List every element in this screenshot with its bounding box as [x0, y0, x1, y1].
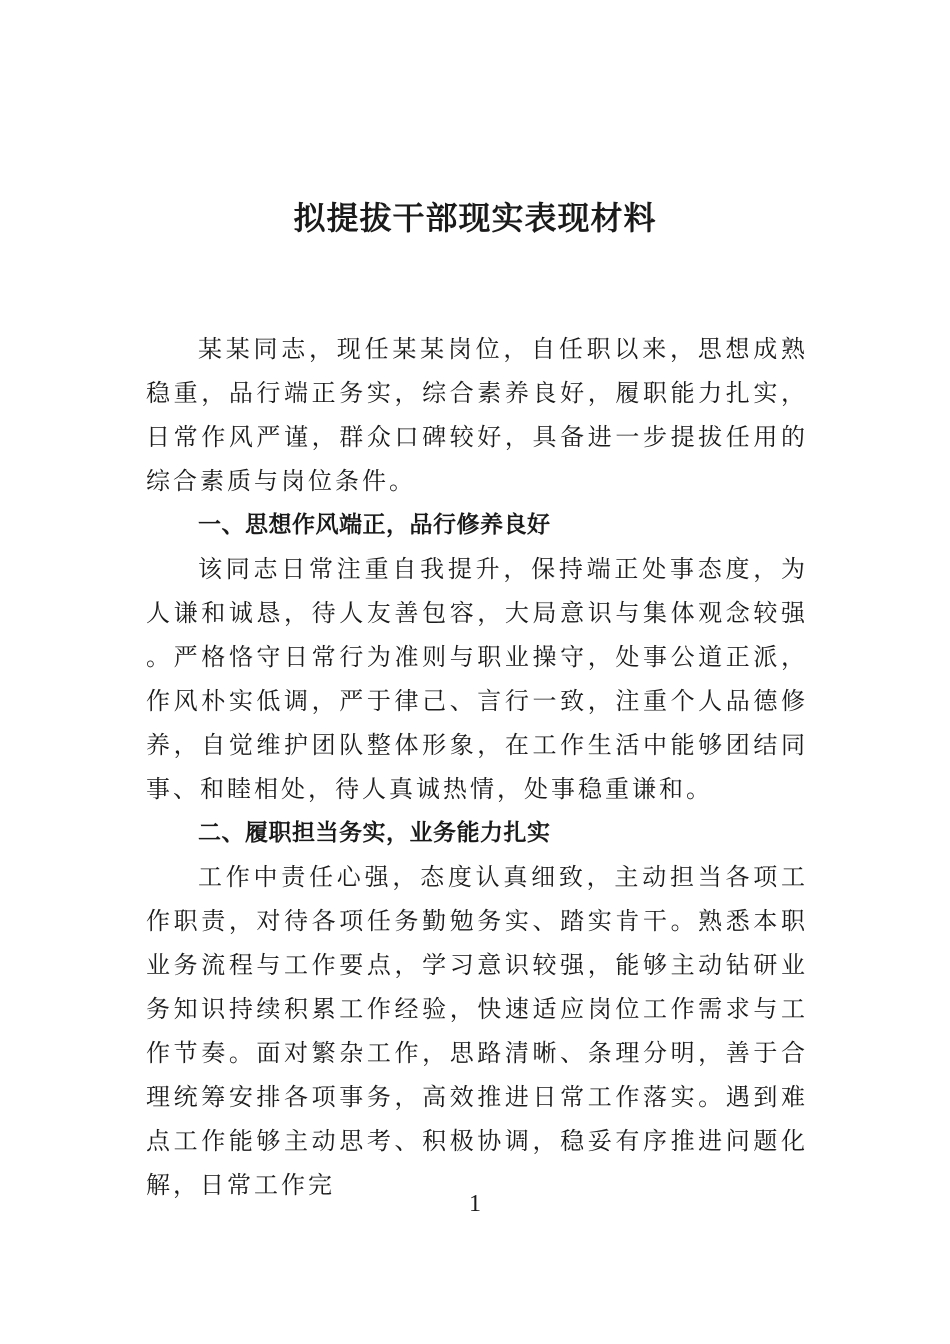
- section-paragraph-1: 该同志日常注重自我提升，保持端正处事态度，为人谦和诚恳，待人友善包容，大局意识与集体观念较强。严格恪守日常行为准则与职业操守，处事公道正派，作风朴实低调，严于律己、言行一致，注重个人品德修养，自觉维护团队整体形象，在工作生活中能够团结同事、和睦相处，待人真诚热情，处事稳重谦和。: [146, 555, 808, 803]
- section-heading-2: 二、履职担当务实，业务能力扎实: [198, 820, 551, 846]
- section-heading-1: 一、思想作风端正，品行修养良好: [198, 512, 551, 538]
- section-paragraph-2: 工作中责任心强，态度认真细致，主动担当各项工作职责，对待各项任务勤勉务实、踏实肯干。熟悉本职业务流程与工作要点，学习意识较强，能够主动钻研业务知识持续积累工作经验，快速适应岗位工作需求与工作节奏。面对繁杂工作，思路清晰、条理分明，善于合理统筹安排各项事务，高效推进日常工作落实。遇到难点工作能够主动思考、积极协调，稳妥有序推进问题化解，日常工作完: [146, 863, 808, 1199]
- intro-paragraph: 某某同志，现任某某岗位，自任职以来，思想成熟稳重，品行端正务实，综合素养良好，履职能力扎实，日常作风严谨，群众口碑较好，具备进一步提拔任用的综合素质与岗位条件。: [146, 335, 808, 495]
- document-title: 拟提拔干部现实表现材料: [293, 199, 657, 237]
- document-body: [146, 327, 808, 1207]
- page-number: 1: [469, 1191, 481, 1217]
